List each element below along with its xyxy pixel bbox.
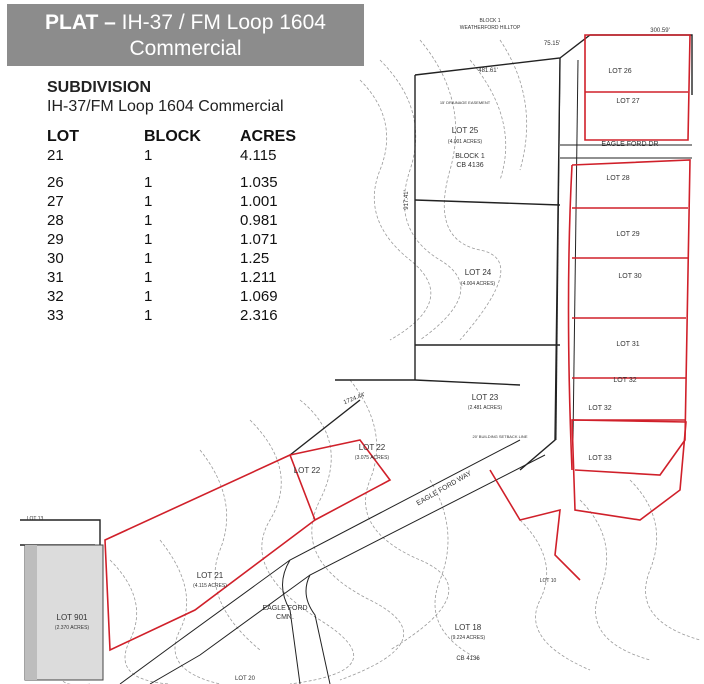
map-label-lot10: LOT 10 <box>539 578 557 584</box>
map-label-lot32b: LOT 32 <box>588 405 612 412</box>
lot-table-header <box>47 128 330 146</box>
lot-cell: 31 <box>47 269 64 286</box>
map-label-dim-75: 75.15' <box>543 41 561 47</box>
map-label-lot29: LOT 29 <box>616 231 640 238</box>
table-row <box>47 211 330 230</box>
map-label-lot23-acres: (2.481 ACRES) <box>467 405 503 411</box>
block-cell: 1 <box>144 212 153 229</box>
table-row <box>47 230 330 249</box>
map-label-lot24: LOT 24 <box>464 268 492 277</box>
map-label-dim-917: 917.41' <box>404 190 410 210</box>
map-label-lot25: LOT 25 <box>451 126 479 135</box>
map-label-cb4136: CB 4136 <box>456 162 484 169</box>
acres-cell: 1.001 <box>240 193 278 210</box>
lot-cell: 29 <box>47 231 64 248</box>
map-label-lot26: LOT 26 <box>608 68 632 75</box>
lot-header: LOT <box>47 128 79 145</box>
eagle-ford-way-road <box>120 440 545 684</box>
map-label-lot901: LOT 901 <box>56 613 88 622</box>
table-row <box>47 146 330 165</box>
map-label-lot32: LOT 32 <box>613 377 637 384</box>
map-label-lot33: LOT 33 <box>588 455 612 462</box>
plat-title-line2: Commercial <box>129 37 242 60</box>
lot-cell: 28 <box>47 212 64 229</box>
map-label-eagle-ford-dr: EAGLE FORD DR <box>601 141 659 148</box>
block-cell: 1 <box>144 174 153 191</box>
acres-cell: 2.316 <box>240 307 278 324</box>
map-label-setback: 20' BUILDING SETBACK LINE <box>472 434 528 439</box>
block-cell: 1 <box>144 193 153 210</box>
acres-cell: 0.981 <box>240 212 278 229</box>
map-label-lot22b: LOT 22 <box>293 466 321 475</box>
plat-title-box <box>7 4 364 66</box>
acres-cell: 1.211 <box>240 269 277 286</box>
map-label-dim-300: 300.59' <box>650 28 670 34</box>
block-header: BLOCK <box>144 128 201 145</box>
lot-cell: 27 <box>47 193 64 210</box>
acres-cell: 1.069 <box>240 288 278 305</box>
map-label-lot24-acres: (4.004 ACRES) <box>460 281 496 287</box>
map-label-lot23: LOT 23 <box>471 393 499 402</box>
lot-cell: 32 <box>47 288 64 305</box>
acres-cell: 1.25 <box>240 250 270 267</box>
lot-cell: 33 <box>47 307 64 324</box>
subdivision-table-block <box>47 78 347 325</box>
map-label-drainage: 15' DRAINAGE EASEMENT <box>439 100 491 105</box>
table-row <box>47 268 330 287</box>
subdivision-label: SUBDIVISION <box>47 79 152 96</box>
map-label-eagle-ford-way: EAGLE FORD WAY <box>415 470 473 508</box>
map-label-lot25-acres: (4.001 ACRES) <box>447 139 483 145</box>
map-label-lot30: LOT 30 <box>618 273 642 280</box>
map-label-lot13: LOT 13 <box>26 516 44 522</box>
map-label-dim-481: 481.61' <box>478 68 498 74</box>
map-label-lot22-acres: (3.075 ACRES) <box>354 455 390 461</box>
acres-cell: 1.071 <box>240 231 278 248</box>
map-label-lot22: LOT 22 <box>358 443 386 452</box>
block-cell: 1 <box>144 231 153 248</box>
table-row <box>47 306 330 325</box>
table-row <box>47 249 330 268</box>
block-cell: 1 <box>144 288 153 305</box>
plat-title-bold: PLAT – <box>45 11 116 34</box>
map-label-block1-top: BLOCK 1 <box>479 18 501 24</box>
acres-header: ACRES <box>240 128 297 145</box>
map-label-lot21-acres: (4.115 ACRES) <box>193 583 227 589</box>
map-label-lot18-acres: (9.224 ACRES) <box>450 635 486 641</box>
block-cell: 1 <box>144 307 153 324</box>
map-label-cb4136b: CB 4136 <box>456 656 480 662</box>
map-label-eagle-ford-cmn: EAGLE FORD <box>262 605 308 612</box>
block-cell: 1 <box>144 250 153 267</box>
table-row <box>47 165 330 192</box>
block-cell: 1 <box>144 269 153 286</box>
acres-cell: 1.035 <box>240 174 278 191</box>
lot-table <box>47 128 330 325</box>
lot-cell: 21 <box>47 147 64 164</box>
map-label-cmn: CMN. <box>276 614 294 621</box>
table-row <box>47 192 330 211</box>
map-label-lot901-acres: (2.370 ACRES) <box>54 625 90 631</box>
map-label-lot31: LOT 31 <box>616 341 640 348</box>
map-label-lot28: LOT 28 <box>606 175 630 182</box>
map-label-dim-1724: 1724.44' <box>342 392 367 407</box>
map-label-lot20: LOT 20 <box>235 676 255 682</box>
table-row <box>47 287 330 306</box>
lot-cell: 26 <box>47 174 64 191</box>
plat-title-rest: IH-37 / FM Loop 1604 <box>115 11 326 34</box>
map-label-lot27: LOT 27 <box>616 98 640 105</box>
map-label-lot18: LOT 18 <box>454 623 482 632</box>
map-label-weatherford: WEATHERFORD HILLTOP <box>459 25 521 31</box>
map-label-block1: BLOCK 1 <box>455 153 485 160</box>
lot-cell: 30 <box>47 250 64 267</box>
map-label-lot21: LOT 21 <box>196 571 224 580</box>
block-cell: 1 <box>144 147 153 164</box>
plat-title-line1 <box>7 10 364 36</box>
acres-cell: 4.115 <box>240 147 277 164</box>
subdivision-name: IH-37/FM Loop 1604 Commercial <box>47 98 284 115</box>
